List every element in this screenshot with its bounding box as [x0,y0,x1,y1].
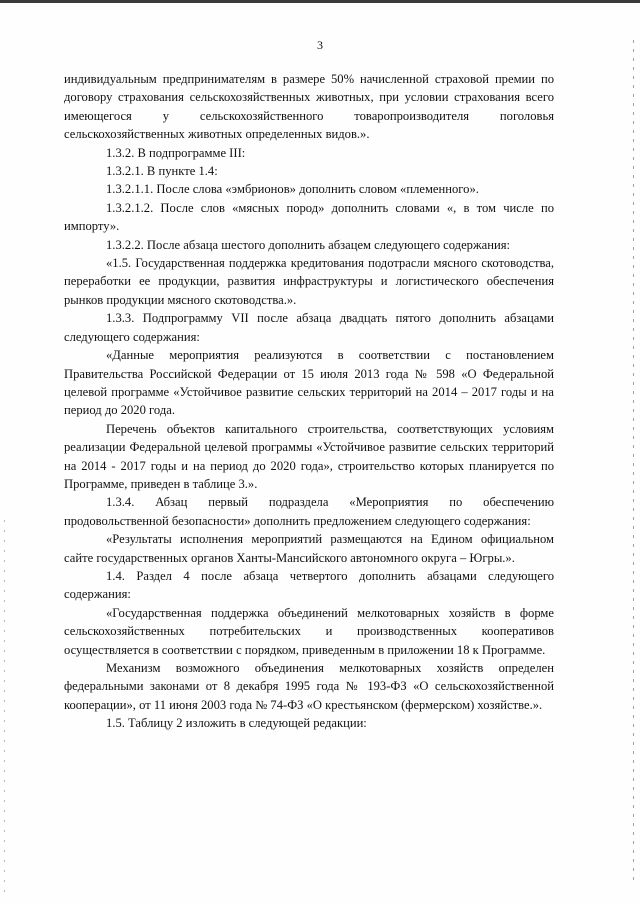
paragraph-construction-list: Перечень объектов капитального строительства, соответствующих условиям реализации Федеральной целевой программы «Устойчивое развитие сельских территорий на 2014 - 2017 годы и на период до 2020 года», строительство которых планируется по Программе, приведен в таблице 3.». [64,421,554,491]
paragraph-1-3-2-1-2: 1.3.2.1.2. После слов «мясных пород» дополнить словами «, в том числе по импорту». [64,200,554,234]
paragraph-quote-cooperatives: «Государственная поддержка объединений мелкотоварных хозяйств в форме сельскохозяйственных потребительских и производственных кооперативов осуществляется в соответствии с порядком, приведенным в приложении 18 к Программе. [64,605,554,657]
paragraph-1-5: 1.5. Таблицу 2 изложить в следующей редакции: [106,716,367,731]
paragraph-1-3-2: 1.3.2. В подпрограмме III: [106,145,246,160]
paragraph-mechanism: Механизм возможного объединения мелкотоварных хозяйств определен федеральными законами от 8 декабря 1995 года № 193-ФЗ «О сельскохозяйственной кооперации», от 11 июня 2003 года № 74-ФЗ «О крестьянском (фермерском) хозяйстве.». [64,661,554,712]
paragraph-1-3-2-2: 1.3.2.2. После абзаца шестого дополнить абзацем следующего содержания: [106,237,511,252]
scan-top-edge [0,0,640,3]
document-body [64,70,554,733]
scan-right-edge [633,40,634,880]
paragraph-insurance-premium: индивидуальным предпринимателям в размере 50% начисленной страховой премии по договору страхования сельскохозяйственных животных, при условии страхования всего имеющегося у сельскохозяйственного товаропроизводителя поголовья сельскохозяйственных животных определенных видов.». [64,72,554,142]
paragraph-1-4: 1.4. Раздел 4 после абзаца четвертого дополнить абзацами следующего содержания: [64,568,554,602]
paragraph-quote-decree: «Данные мероприятия реализуются в соответствии с постановлением Правительства Российской Федерации от 15 июля 2013 года № 598 «О Федеральной целевой программе «Устойчивое развитие сельских территорий на 2014 – 2017 годы и на период до 2020 года. [64,348,554,418]
paragraph-1-3-4: 1.3.4. Абзац первый подраздела «Мероприятия по обеспечению продовольственной безопасности» дополнить предложением следующего содержания: [64,495,554,528]
paragraph-1-3-2-1-1: 1.3.2.1.1. После слова «эмбрионов» дополнить словом «племенного». [106,182,479,197]
page-number: 3 [317,38,323,52]
scan-left-edge [4,520,5,900]
paragraph-1-3-2-1: 1.3.2.1. В пункте 1.4: [106,164,218,179]
paragraph-quote-1-5: «1.5. Государственная поддержка кредитования подотрасли мясного скотоводства, переработки ее продукции, развития инфраструктуры и логистического обеспечения рынков продукции мясного скотоводства.». [64,256,554,307]
paragraph-1-3-3: 1.3.3. Подпрограмму VII после абзаца двадцать пятого дополнить абзацами следующего содержания: [64,311,554,344]
paragraph-quote-results: «Результаты исполнения мероприятий размещаются на Едином официальном сайте государственных органов Ханты-Мансийского автономного округа – Югры.». [64,532,554,565]
